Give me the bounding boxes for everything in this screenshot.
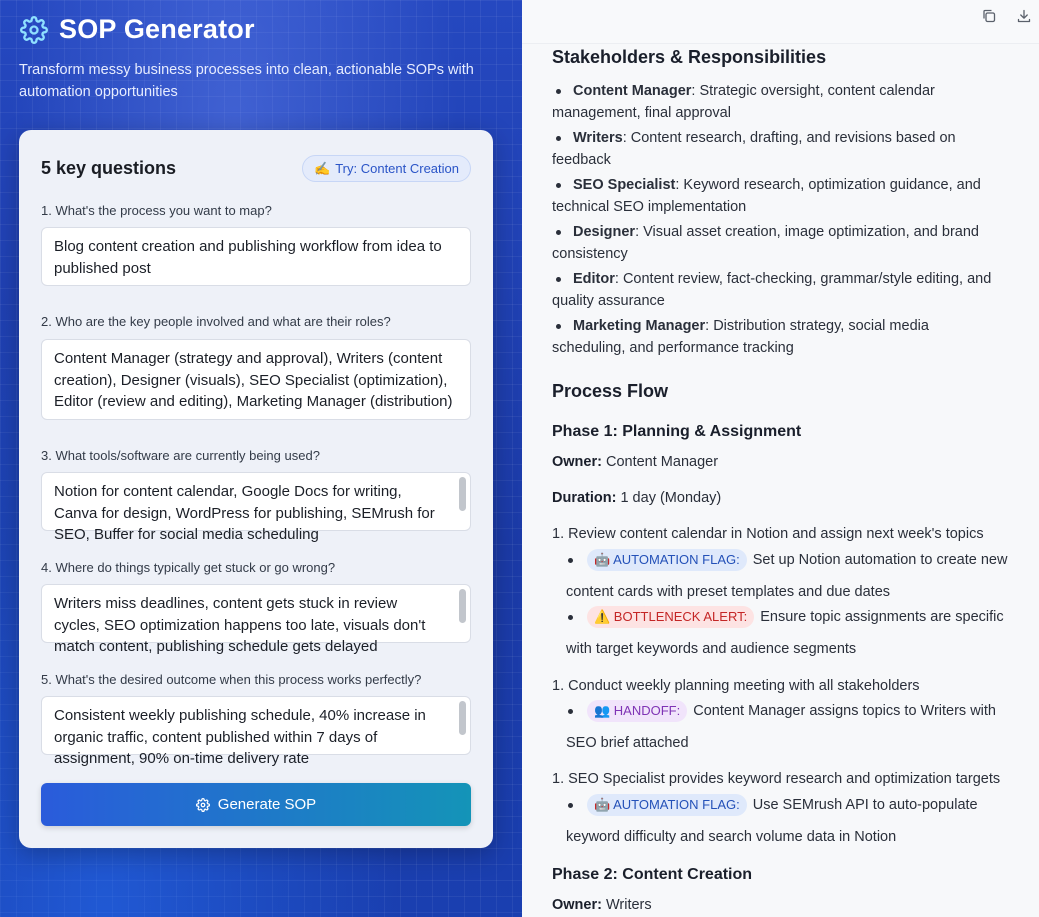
owner-label: Owner: bbox=[552, 454, 602, 470]
role-desc: : Visual asset creation, image optimization, and brand bbox=[635, 224, 979, 240]
output-panel bbox=[522, 0, 1039, 917]
question-3-label: 3. What tools/software are currently being used? bbox=[41, 448, 320, 463]
phase-1-owner bbox=[552, 451, 718, 473]
download-icon[interactable] bbox=[1016, 8, 1032, 24]
question-5-input[interactable] bbox=[41, 696, 471, 767]
list-item bbox=[552, 315, 1022, 359]
generate-sop-button[interactable] bbox=[41, 783, 471, 826]
duration-value: 1 day (Monday) bbox=[620, 490, 722, 506]
note-text: Content Manager assigns topics to Writers with bbox=[693, 703, 997, 719]
note-text: Use SEMrush API to auto-populate bbox=[752, 797, 978, 813]
note-text-cont: SEO brief attached bbox=[566, 734, 689, 751]
question-3-input[interactable] bbox=[41, 472, 471, 543]
note-text-cont: content cards with preset templates and due dates bbox=[566, 583, 891, 600]
role-desc: : Strategic oversight, content calendar bbox=[691, 83, 935, 99]
role-name: Content Manager bbox=[573, 83, 692, 99]
process-flow-heading: Process Flow bbox=[552, 381, 669, 401]
question-2-label: 2. Who are the key people involved and what are their roles? bbox=[41, 314, 391, 329]
role-desc-cont: management, final approval bbox=[552, 105, 731, 121]
question-1-input[interactable]: Blog content creation and publishing workflow from idea to published post bbox=[41, 227, 471, 286]
note-text: Set up Notion automation to create new bbox=[752, 552, 1008, 568]
duration-label: Duration: bbox=[552, 490, 617, 506]
owner-value: Content Manager bbox=[605, 454, 719, 470]
app-title: SOP Generator bbox=[59, 14, 255, 44]
try-example-label: Try: Content Creation bbox=[335, 161, 459, 176]
question-3-value: Notion for content calendar, Google Docs for writing, Canva for design, WordPress for publishing, SEMrush for SEO, Buffer for social media scheduling bbox=[54, 483, 435, 543]
role-desc-cont: scheduling, and performance tracking bbox=[552, 340, 794, 356]
automation-flag-badge: 🤖 AUTOMATION FLAG: bbox=[587, 794, 747, 816]
role-desc-cont: consistency bbox=[552, 246, 628, 262]
role-name: Writers bbox=[573, 130, 623, 146]
handoff-note bbox=[566, 696, 1021, 759]
note-text-cont: with target keywords and audience segments bbox=[566, 640, 857, 657]
role-desc: : Content research, drafting, and revisions based on bbox=[622, 130, 956, 146]
scrollbar-thumb[interactable] bbox=[459, 477, 466, 511]
gear-icon bbox=[20, 16, 48, 44]
automation-note bbox=[566, 790, 1021, 853]
list-item bbox=[552, 221, 1022, 265]
questions-card bbox=[19, 130, 493, 848]
owner-value: Writers bbox=[605, 897, 652, 913]
scrollbar-thumb[interactable] bbox=[459, 701, 466, 735]
role-name: Marketing Manager bbox=[573, 318, 706, 334]
phase-2-heading: Phase 2: Content Creation bbox=[552, 866, 753, 883]
list-item bbox=[552, 268, 1022, 312]
phase-1-heading: Phase 1: Planning & Assignment bbox=[552, 423, 802, 440]
automation-flag-badge: 🤖 AUTOMATION FLAG: bbox=[587, 549, 747, 571]
role-name: Designer bbox=[573, 224, 636, 240]
try-example-button[interactable] bbox=[302, 155, 471, 182]
question-5-label: 5. What's the desired outcome when this process works perfectly? bbox=[41, 672, 422, 687]
output-toolbar bbox=[522, 0, 1039, 44]
role-desc: : Content review, fact-checking, grammar/style editing, and bbox=[614, 271, 992, 287]
role-desc-cont: feedback bbox=[552, 152, 611, 168]
copy-icon[interactable] bbox=[981, 8, 997, 24]
list-item bbox=[552, 174, 1022, 218]
owner-label: Owner: bbox=[552, 897, 602, 913]
question-4-value: Writers miss deadlines, content gets stuck in review cycles, SEO optimization happens too late, visuals don't match content, publishing schedule gets delayed bbox=[54, 595, 426, 655]
bottleneck-alert-badge: ⚠️ BOTTLENECK ALERT: bbox=[587, 606, 754, 628]
phase-2-owner bbox=[552, 894, 652, 916]
role-desc: : Distribution strategy, social media bbox=[705, 318, 929, 334]
question-4-input[interactable] bbox=[41, 584, 471, 655]
note-text-cont: keyword difficulty and search volume data in Notion bbox=[566, 828, 897, 845]
step-2: 1. Conduct weekly planning meeting with all stakeholders bbox=[552, 678, 920, 694]
question-4-label: 4. Where do things typically get stuck or go wrong? bbox=[41, 560, 336, 575]
generate-sop-label: Generate SOP bbox=[217, 796, 317, 813]
list-item bbox=[552, 127, 1022, 171]
handoff-badge: 👥 HANDOFF: bbox=[587, 700, 687, 722]
tagline: Transform messy business processes into clean, actionable SOPs with automation opportunities bbox=[19, 62, 474, 100]
stakeholders-heading: Stakeholders & Responsibilities bbox=[552, 47, 827, 67]
role-name: Editor bbox=[573, 271, 615, 287]
card-title: 5 key questions bbox=[41, 158, 177, 178]
bottleneck-note bbox=[566, 602, 1021, 665]
question-2-input[interactable]: Content Manager (strategy and approval), Writers (content creation), Designer (visuals), SEO Specialist (optimization), Editor (review and editing), Marketing Manager (distribution) bbox=[41, 339, 471, 420]
gear-icon bbox=[196, 798, 210, 812]
step-3: 1. SEO Specialist provides keyword research and optimization targets bbox=[552, 771, 1001, 787]
role-desc-cont: quality assurance bbox=[552, 293, 665, 309]
list-item bbox=[552, 80, 1022, 124]
step-1: 1. Review content calendar in Notion and assign next week's topics bbox=[552, 526, 984, 542]
role-name: SEO Specialist bbox=[573, 177, 676, 193]
brand bbox=[20, 14, 255, 45]
automation-note bbox=[566, 545, 1021, 608]
question-5-value: Consistent weekly publishing schedule, 40% increase in organic traffic, content published within 7 days of assignment, 90% on-time delivery rate bbox=[54, 707, 426, 767]
scrollbar-thumb[interactable] bbox=[459, 589, 466, 623]
role-desc-cont: technical SEO implementation bbox=[552, 199, 747, 215]
note-text: Ensure topic assignments are specific bbox=[760, 609, 1004, 625]
role-desc: : Keyword research, optimization guidance, and bbox=[675, 177, 981, 193]
phase-1-duration bbox=[552, 487, 721, 509]
pencil-icon: ✍️ bbox=[314, 160, 331, 176]
question-1-label: 1. What's the process you want to map? bbox=[41, 203, 272, 218]
